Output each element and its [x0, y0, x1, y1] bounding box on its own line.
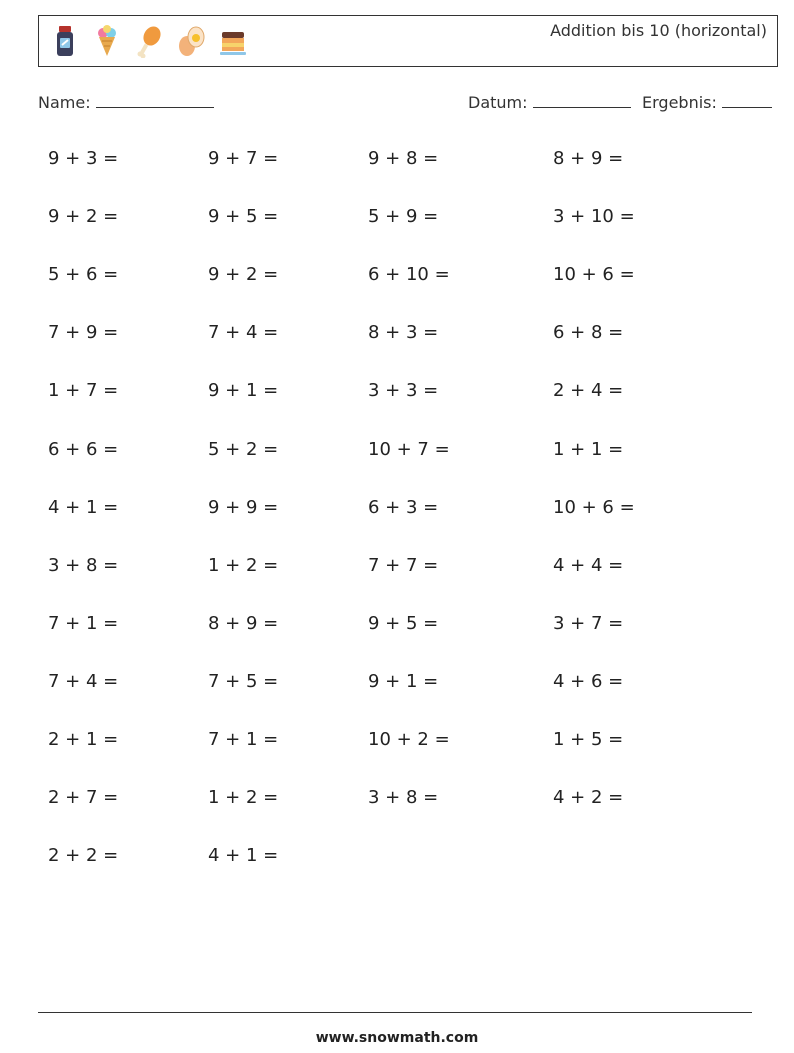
problem-item: 7 + 7 =: [368, 555, 439, 576]
footer-divider: [38, 1012, 752, 1013]
problem-item: 9 + 3 =: [48, 148, 119, 169]
problem-item: 8 + 9 =: [553, 148, 624, 169]
problem-item: 3 + 3 =: [368, 380, 439, 401]
problem-item: 10 + 2 =: [368, 729, 450, 750]
problem-item: 9 + 1 =: [208, 380, 279, 401]
name-field: [38, 93, 214, 112]
cake-icon: [219, 24, 247, 58]
ice-cream-icon: [93, 24, 121, 58]
problem-item: 9 + 1 =: [368, 671, 439, 692]
problem-item: 10 + 6 =: [553, 497, 635, 518]
problem-item: 2 + 1 =: [48, 729, 119, 750]
result-line[interactable]: [722, 93, 772, 108]
footer-url: www.snowmath.com: [315, 1030, 479, 1046]
problem-item: 5 + 2 =: [208, 439, 279, 460]
icon-row: [51, 24, 247, 58]
problem-item: 10 + 6 =: [553, 264, 635, 285]
problem-item: 6 + 6 =: [48, 439, 119, 460]
problem-item: 4 + 1 =: [208, 845, 279, 866]
problem-item: 7 + 9 =: [48, 322, 119, 343]
problem-item: 6 + 10 =: [368, 264, 450, 285]
problem-item: 9 + 7 =: [208, 148, 279, 169]
header-box: [38, 15, 778, 67]
problem-item: 3 + 10 =: [553, 206, 635, 227]
problem-item: 6 + 3 =: [368, 497, 439, 518]
date-label: Datum:: [468, 93, 528, 112]
problem-item: 4 + 2 =: [553, 787, 624, 808]
worksheet-title: Addition bis 10 (horizontal): [550, 21, 767, 40]
problem-item: 9 + 5 =: [368, 613, 439, 634]
problem-item: 2 + 4 =: [553, 380, 624, 401]
problem-item: 9 + 9 =: [208, 497, 279, 518]
problem-item: 8 + 3 =: [368, 322, 439, 343]
problem-item: 2 + 7 =: [48, 787, 119, 808]
problem-item: 1 + 2 =: [208, 787, 279, 808]
problem-item: 1 + 5 =: [553, 729, 624, 750]
problem-item: 6 + 8 =: [553, 322, 624, 343]
problem-item: 5 + 6 =: [48, 264, 119, 285]
problem-item: 7 + 5 =: [208, 671, 279, 692]
problem-item: 7 + 4 =: [208, 322, 279, 343]
chicken-leg-icon: [135, 24, 163, 58]
problem-item: 10 + 7 =: [368, 439, 450, 460]
name-line[interactable]: [96, 93, 214, 108]
problem-item: 4 + 6 =: [553, 671, 624, 692]
date-field: [468, 93, 631, 112]
problem-item: 9 + 2 =: [48, 206, 119, 227]
problem-item: 9 + 8 =: [368, 148, 439, 169]
problem-item: 9 + 2 =: [208, 264, 279, 285]
problem-item: 4 + 4 =: [553, 555, 624, 576]
date-line[interactable]: [533, 93, 631, 108]
jar-icon: [51, 24, 79, 58]
problem-item: 8 + 9 =: [208, 613, 279, 634]
result-label: Ergebnis:: [642, 93, 717, 112]
problem-item: 2 + 2 =: [48, 845, 119, 866]
problem-item: 7 + 4 =: [48, 671, 119, 692]
problem-item: 3 + 8 =: [48, 555, 119, 576]
result-field: [642, 93, 772, 112]
problem-item: 4 + 1 =: [48, 497, 119, 518]
eggs-icon: [177, 24, 205, 58]
problem-item: 7 + 1 =: [48, 613, 119, 634]
problem-item: 1 + 7 =: [48, 380, 119, 401]
problem-item: 9 + 5 =: [208, 206, 279, 227]
problem-item: 5 + 9 =: [368, 206, 439, 227]
problem-item: 1 + 1 =: [553, 439, 624, 460]
problem-item: 1 + 2 =: [208, 555, 279, 576]
problem-item: 3 + 7 =: [553, 613, 624, 634]
problem-item: 3 + 8 =: [368, 787, 439, 808]
name-label: Name:: [38, 93, 91, 112]
problem-item: 7 + 1 =: [208, 729, 279, 750]
